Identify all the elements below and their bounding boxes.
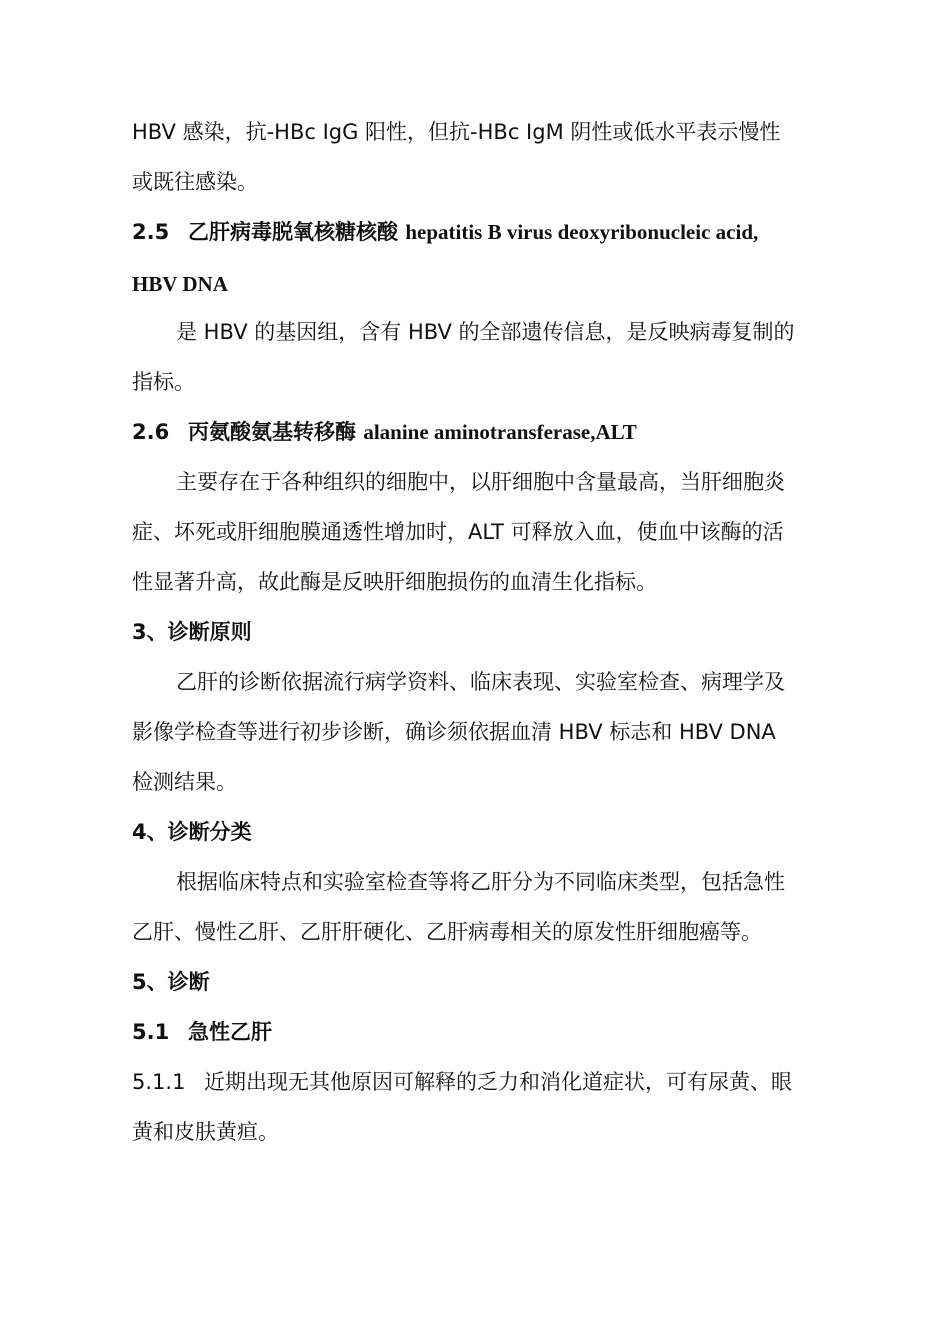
- paragraph-line: 主要存在于各种组织的细胞中，以肝细胞中含量最高，当肝细胞炎: [176, 470, 785, 494]
- section-heading-4: 4、诊断分类: [132, 820, 252, 844]
- paragraph-line: 根据临床特点和实验室检查等将乙肝分为不同临床类型，包括急性: [176, 870, 785, 894]
- section-heading-3: 3、诊断原则: [132, 620, 252, 644]
- section-title-en: hepatitis B virus deoxyribonucleic acid,: [405, 220, 759, 244]
- paragraph-line: HBV 感染，抗-HBc IgG 阳性，但抗-HBc IgM 阴性或低水平表示慢性: [132, 120, 781, 144]
- clause-5-1-1: [132, 1068, 792, 1096]
- paragraph-line: 指标。: [132, 370, 195, 394]
- section-title-en-cont: HBV DNA: [132, 272, 228, 296]
- section-heading-2-6: [132, 418, 637, 446]
- section-heading-2-5: [132, 218, 758, 246]
- section-title-cn: 乙肝病毒脱氧核糖核酸: [188, 220, 398, 244]
- clause-number: 5.1.1: [132, 1070, 186, 1094]
- paragraph-line: 检测结果。: [132, 770, 237, 794]
- section-title-cn: 丙氨酸氨基转移酶: [188, 420, 356, 444]
- paragraph-line: 乙肝的诊断依据流行病学资料、临床表现、实验室检查、病理学及: [176, 670, 785, 694]
- paragraph-line: 影像学检查等进行初步诊断，确诊须依据血清 HBV 标志和 HBV DNA: [132, 720, 776, 744]
- paragraph-line: 是 HBV 的基因组，含有 HBV 的全部遗传信息，是反映病毒复制的: [176, 320, 795, 344]
- section-number: 2.6: [132, 420, 170, 444]
- paragraph-line: 症、坏死或肝细胞膜通透性增加时，ALT 可释放入血，使血中该酶的活: [132, 520, 784, 544]
- section-heading-5: 5、诊断: [132, 970, 210, 994]
- section-heading-5-1: [132, 1018, 272, 1046]
- paragraph-line: 乙肝、慢性乙肝、乙肝肝硬化、乙肝病毒相关的原发性肝细胞癌等。: [132, 920, 762, 944]
- section-number: 5.1: [132, 1020, 170, 1044]
- section-title-en: alanine aminotransferase,ALT: [363, 420, 637, 444]
- paragraph-line: 黄和皮肤黄疸。: [132, 1120, 279, 1144]
- section-title-cn: 急性乙肝: [188, 1020, 272, 1044]
- paragraph-line: 性显著升高，故此酶是反映肝细胞损伤的血清生化指标。: [132, 570, 657, 594]
- clause-text: 近期出现无其他原因可解释的乏力和消化道症状，可有尿黄、眼: [204, 1070, 792, 1094]
- section-number: 2.5: [132, 220, 170, 244]
- paragraph-line: 或既往感染。: [132, 170, 258, 194]
